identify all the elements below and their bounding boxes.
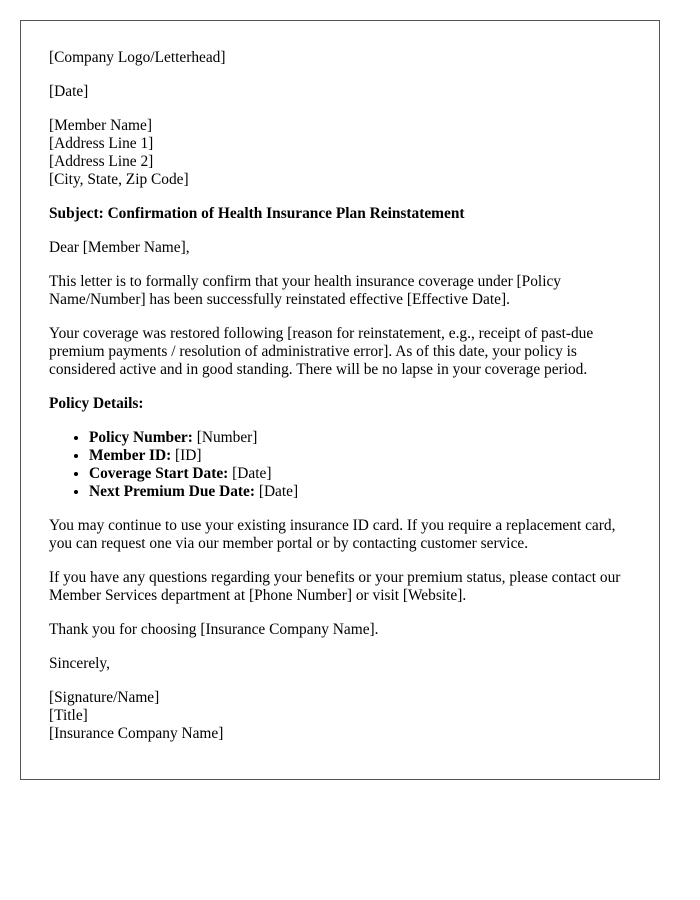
policy-detail-value: [Date] <box>228 465 272 482</box>
signoff: Sincerely, <box>49 655 110 672</box>
recipient-address-block <box>49 117 631 189</box>
policy-detail-value: [Date] <box>254 483 299 500</box>
policy-details-list <box>49 429 631 501</box>
policy-detail-value: [Number] <box>192 429 258 446</box>
recipient-city-state-zip: [City, State, Zip Code] <box>49 171 189 188</box>
signature-company: [Insurance Company Name] <box>49 725 224 742</box>
id-card-paragraph: You may continue to use your existing insurance ID card. If you require a replacement card, you can request one via our member portal or by contacting customer service. <box>49 517 616 552</box>
signature-name: [Signature/Name] <box>49 689 160 706</box>
policy-detail-item <box>89 483 631 501</box>
policy-details-heading: Policy Details: <box>49 395 144 412</box>
signature-title: [Title] <box>49 707 88 724</box>
recipient-name: [Member Name] <box>49 117 152 134</box>
letterhead: [Company Logo/Letterhead] <box>49 49 226 66</box>
questions-paragraph: If you have any questions regarding your benefits or your premium status, please contact our Member Services department at [Phone Number] or visit [Website]. <box>49 569 621 604</box>
policy-detail-item <box>89 429 631 447</box>
thanks-paragraph: Thank you for choosing [Insurance Company Name]. <box>49 621 379 638</box>
salutation: Dear [Member Name], <box>49 239 190 256</box>
policy-detail-item <box>89 465 631 483</box>
subject-line: Subject: Confirmation of Health Insurance Plan Reinstatement <box>49 205 465 222</box>
policy-detail-label: Member ID: <box>89 447 172 464</box>
policy-detail-label: Next Premium Due Date: <box>89 483 255 500</box>
policy-detail-label: Coverage Start Date: <box>89 465 229 482</box>
policy-detail-value: [ID] <box>171 447 202 464</box>
letter-page <box>20 20 660 780</box>
policy-detail-item <box>89 447 631 465</box>
recipient-address-line-2: [Address Line 2] <box>49 153 154 170</box>
intro-paragraph: This letter is to formally confirm that your health insurance coverage under [Policy Name/Number] has been successfully reinstated effective [Effective Date]. <box>49 273 562 308</box>
policy-detail-label: Policy Number: <box>89 429 193 446</box>
signature-block <box>49 689 631 743</box>
reason-paragraph: Your coverage was restored following [reason for reinstatement, e.g., receipt of past-due premium payments / resolution of administrative error]. As of this date, your policy is considered active and in good standing. There will be no lapse in your coverage period. <box>49 325 594 378</box>
letter-date: [Date] <box>49 83 89 100</box>
recipient-address-line-1: [Address Line 1] <box>49 135 154 152</box>
